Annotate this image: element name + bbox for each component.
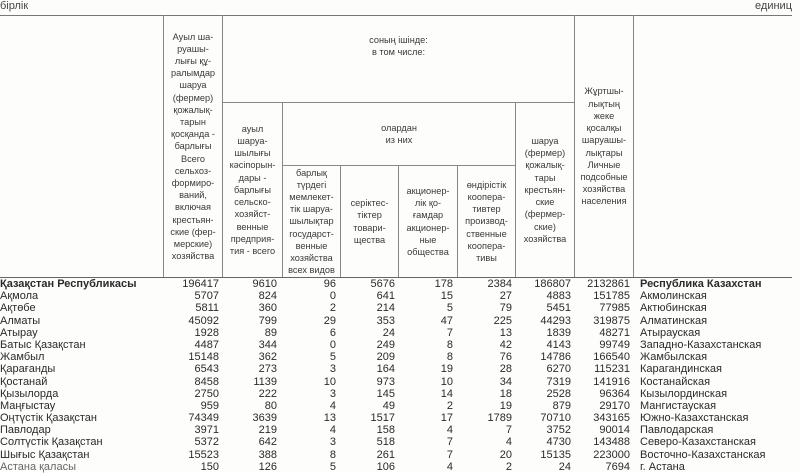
cell-value: 799 [258,314,277,327]
table-row [0,339,800,351]
cell-value: 223000 [593,448,630,461]
cell-value: 186807 [534,278,571,290]
region-name-kz: Алматы [0,314,41,327]
region-name-kz: Маңғыстау [0,399,56,412]
cell-value: 19 [440,363,453,376]
cell-value: 959 [200,399,219,412]
region-name-ru: Кызылординская [640,387,728,400]
cell-value: 7 [505,424,512,437]
cell-value: 106 [376,460,395,473]
cell-value: 99749 [599,338,630,351]
cell-value: 8 [446,338,453,351]
cell-value: 7 [446,448,453,461]
cell-value: 143488 [593,436,630,449]
cell-value: 973 [376,375,395,388]
table-row [0,315,800,327]
unit-label-ru: единиц [755,0,792,12]
cell-value: 49 [382,399,395,412]
cell-value: 319875 [593,314,630,327]
table-row [0,351,800,363]
cell-value: 115231 [594,363,630,376]
cell-value: 1517 [370,412,395,425]
region-name-kz: Жамбыл [0,351,45,364]
cell-value: 214 [376,302,395,315]
region-name-ru: Восточно-Казахстанская [640,448,766,461]
cell-value: 8458 [194,375,219,388]
cell-value: 79 [499,302,512,315]
table-row [0,363,800,375]
cell-value: 15523 [188,448,219,461]
cell-value: 44293 [540,314,571,327]
region-name-ru: Южно-Казахстанская [640,412,749,425]
cell-value: 225 [493,314,512,327]
cell-value: 126 [258,460,277,473]
cell-value: 164 [376,363,395,376]
cell-value: 77985 [599,302,630,315]
cell-value: 824 [258,290,277,303]
cell-value: 7694 [605,460,630,473]
cell-value: 5372 [194,436,219,449]
region-name-kz: Атырау [0,326,38,339]
cell-value: 5 [446,302,453,315]
cell-value: 261 [376,448,395,461]
cell-value: 3 [329,436,336,449]
cell-value: 518 [376,436,395,449]
table-row [0,388,800,400]
cell-value: 17 [440,412,453,425]
cell-value: 145 [376,387,395,400]
cell-value: 4730 [546,436,571,449]
cell-value: 15135 [540,448,571,461]
region-name-kz: Қазақстан Республикасы [0,278,137,290]
cell-value: 19 [499,399,512,412]
region-name-kz: Қызылорда [0,387,59,400]
cell-value: 5 [329,351,336,364]
cell-value: 4 [446,460,453,473]
region-name-kz: Солтүстік Қазақстан [0,436,103,449]
region-name-kz: Батыс Қазақстан [0,338,86,351]
region-name-ru: Северо-Казахстанская [640,436,756,449]
table-row [0,424,800,436]
cell-value: 4 [329,399,336,412]
unit-label-kz: бірлік [0,0,29,12]
cell-value: 89 [264,326,277,339]
cell-value: 9610 [252,278,277,290]
region-name-ru: Республика Казахстан [640,278,762,290]
table-row [0,327,800,339]
cell-value: 10 [323,375,336,388]
region-name-ru: Актюбинская [640,302,707,315]
cell-value: 34 [499,375,512,388]
cell-value: 24 [382,326,395,339]
cell-value: 362 [258,351,277,364]
cell-value: 45092 [188,314,219,327]
cell-value: 166540 [593,351,630,364]
region-name-ru: Карагандинская [640,363,722,376]
cell-value: 178 [434,278,453,290]
cell-value: 222 [258,387,277,400]
cell-value: 273 [258,363,277,376]
cell-value: 196417 [182,278,219,290]
cell-value: 96364 [599,387,630,400]
header-col-agri-enterprises: ауыл шаруа- шылығы кәсіпорын- дары - барлығы сельско- хозяйст- венные предприя- тия - всего [229,123,276,256]
cell-value: 14786 [540,351,571,364]
cell-value: 29170 [599,399,630,412]
cell-value: 388 [258,448,277,461]
cell-value: 141916 [593,375,630,388]
cell-value: 4487 [194,338,219,351]
cell-value: 13 [323,412,336,425]
cell-value: 5676 [370,278,395,290]
cell-value: 158 [376,424,395,437]
cell-value: 27 [499,290,512,303]
cell-value: 2528 [546,387,571,400]
col-divider [633,15,634,277]
header-col-jsc: акционер- лік қо- ғамдар акционер- ные общества [406,185,450,257]
cell-value: 13 [499,326,512,339]
cell-value: 20 [499,448,512,461]
cell-value: 879 [552,399,571,412]
cell-value: 219 [258,424,277,437]
cell-value: 2132861 [587,278,630,290]
cell-value: 1139 [253,375,277,388]
table-row [0,376,800,388]
cell-value: 3 [329,363,336,376]
region-name-ru: г. Астана [640,460,685,473]
cell-value: 4 [329,424,336,437]
cell-value: 7 [446,436,453,449]
cell-value: 29 [323,314,336,327]
table-row [0,449,800,461]
table-row [0,461,800,473]
cell-value: 10 [440,375,453,388]
cell-value: 642 [258,436,277,449]
cell-value: 151785 [593,290,630,303]
region-name-ru: Костанайская [640,375,711,388]
header-col-households: Жұртшы- лықтың жеке қосалқы шаруашы- лықтары Личные подсобные хозяйства населения [580,86,628,207]
cell-value: 0 [329,338,336,351]
region-name-ru: Атырауская [640,326,701,339]
cell-value: 2384 [487,278,512,290]
cell-value: 96 [323,278,336,290]
region-name-ru: Западно-Казахстанская [640,338,762,351]
cell-value: 249 [376,338,395,351]
region-name-kz: Оңтүстік Қазақстан [0,412,98,425]
cell-value: 3639 [252,412,277,425]
cell-value: 4 [446,424,453,437]
cell-value: 6270 [546,363,571,376]
cell-value: 6 [329,326,336,339]
region-name-kz: Шығыс Қазақстан [0,448,90,461]
cell-value: 15148 [188,351,219,364]
cell-value: 209 [376,351,395,364]
cell-value: 343165 [593,412,630,425]
region-name-ru: Жамбылская [640,351,708,364]
cell-value: 42 [499,338,512,351]
region-name-ru: Павлодарская [640,424,714,437]
cell-value: 6543 [194,363,219,376]
cell-value: 5707 [194,290,219,303]
region-name-kz: Ақтөбе [0,302,36,315]
cell-value: 5811 [195,302,219,315]
cell-value: 1789 [487,412,512,425]
cell-value: 2750 [194,387,219,400]
cell-value: 7 [446,326,453,339]
header-col-partnerships: серіктес- тіктер товари- щества [350,198,389,245]
table-row [0,400,800,412]
cell-value: 90014 [599,424,630,437]
cell-value: 28 [499,363,512,376]
cell-value: 2 [505,460,512,473]
cell-value: 15 [440,290,453,303]
header-col-farms: шаруа (фермер) қожалық- тары крестьян- ские (фермер- ские) хозяйства [523,136,567,244]
table-row [0,436,800,448]
cell-value: 3752 [546,424,571,437]
region-name-kz: Павлодар [0,424,51,437]
cell-value: 2 [329,302,336,315]
region-name-ru: Мангистауская [640,399,717,412]
cell-value: 3971 [194,424,219,437]
cell-value: 5 [329,460,336,473]
table-row [0,302,800,314]
cell-value: 18 [499,387,512,400]
cell-value: 8 [329,448,336,461]
table-row [0,278,800,290]
cell-value: 74349 [188,412,219,425]
header-col-coops: өндірістік коопера- тивтер производ- ственные коопера- тивы [465,179,508,263]
table-row [0,412,800,424]
region-name-kz: Қостанай [0,375,48,388]
region-name-kz: Қарағанды [0,363,56,376]
cell-value: 4143 [546,338,571,351]
region-name-ru: Акмолинская [640,290,707,303]
cell-value: 4883 [546,290,571,303]
header-group-of-them: олардан из них [381,122,417,145]
cell-value: 1928 [194,326,219,339]
cell-value: 48271 [599,326,630,339]
cell-value: 360 [258,302,277,315]
header-col-state: барлық түрдегі мемлекет- тік шаруа- шылықтар государст- венные хозяйства всех видов [288,167,335,276]
cell-value: 4 [505,436,512,449]
cell-value: 14 [440,387,453,400]
region-name-kz: Ақмола [0,290,39,303]
cell-value: 7319 [546,375,571,388]
cell-value: 24 [558,460,571,473]
cell-value: 5451 [546,302,571,315]
cell-value: 3 [329,387,336,400]
header-group-including: соның ішінде: в том числе: [369,34,428,57]
cell-value: 80 [264,399,277,412]
cell-value: 150 [200,460,219,473]
cell-value: 8 [446,351,453,364]
cell-value: 353 [376,314,395,327]
cell-value: 0 [329,290,336,303]
cell-value: 1839 [546,326,571,339]
region-name-ru: Алматинская [640,314,708,327]
cell-value: 47 [440,314,453,327]
table-row [0,290,800,302]
header-col-total: Ауыл ша- руашы- лығы құ- ралымдар шаруа (фермер) қожалық- тарын қосқанда - барлығы Всего сельхоз- формиро- ваний, включая крестьян- ские (фер- мерские) хозяйства [170,31,216,262]
table-body [0,278,800,473]
cell-value: 76 [499,351,512,364]
cell-value: 2 [446,399,453,412]
cell-value: 641 [376,290,395,303]
cell-value: 344 [258,338,277,351]
cell-value: 70710 [540,412,571,425]
region-name-kz: Астана қаласы [0,460,76,473]
